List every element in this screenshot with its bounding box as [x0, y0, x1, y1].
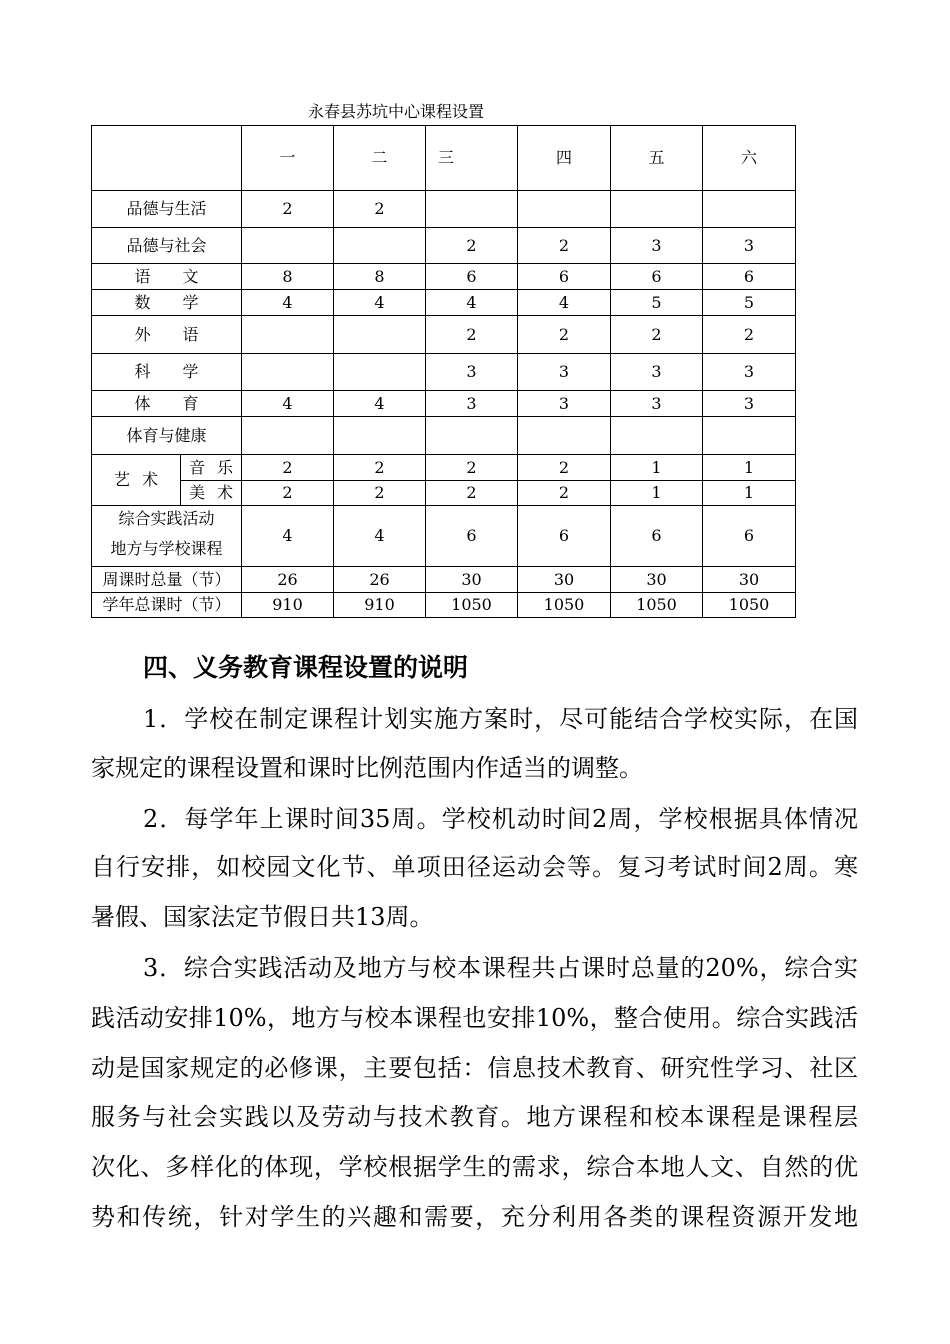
table-row-arts-music — [92, 455, 796, 481]
value-cell — [703, 417, 796, 455]
value-cell: 1 — [703, 455, 796, 481]
value-cell: 2 — [518, 228, 611, 264]
value-cell — [611, 417, 703, 455]
value-cell: 2 — [611, 316, 703, 354]
value-cell: 2 — [426, 455, 518, 481]
arts-sub-label: 音 乐 — [181, 455, 242, 481]
table-row-integrated — [92, 506, 796, 532]
value-cell — [242, 354, 334, 391]
value-cell: 3 — [703, 354, 796, 391]
value-cell: 3 — [611, 228, 703, 264]
table-row — [92, 228, 796, 264]
paragraph-line: 服务与社会实践以及劳动与技术教育。地方课程和校本课程是课程层 — [91, 1103, 858, 1131]
header-row — [92, 126, 796, 191]
value-cell: 4 — [242, 391, 334, 417]
table-row-arts-fine-art — [92, 481, 796, 506]
value-cell: 5 — [611, 290, 703, 316]
subject-label: 品德与生活 — [92, 191, 242, 228]
value-cell: 1050 — [611, 593, 703, 618]
value-cell — [426, 417, 518, 455]
value-cell — [242, 228, 334, 264]
grade-header: 五 — [611, 126, 703, 191]
subject-label: 科 学 — [92, 354, 242, 391]
value-cell: 2 — [426, 316, 518, 354]
value-cell: 2 — [242, 191, 334, 228]
grade-header: 三 — [426, 126, 518, 191]
value-cell: 6 — [703, 506, 796, 567]
value-cell: 4 — [242, 506, 334, 567]
value-cell: 6 — [518, 264, 611, 290]
value-cell: 2 — [242, 481, 334, 506]
value-cell: 3 — [518, 391, 611, 417]
value-cell — [334, 228, 426, 264]
value-cell: 30 — [703, 567, 796, 593]
value-cell: 26 — [242, 567, 334, 593]
value-cell: 26 — [334, 567, 426, 593]
value-cell: 2 — [334, 191, 426, 228]
integrated-label: 综合实践活动 — [92, 506, 242, 532]
section-heading: 四、义务教育课程设置的说明 — [143, 653, 469, 682]
value-cell: 1 — [611, 481, 703, 506]
subject-label: 语 文 — [92, 264, 242, 290]
value-cell: 1050 — [518, 593, 611, 618]
value-cell: 4 — [334, 290, 426, 316]
table-row-yearly-total — [92, 593, 796, 618]
subject-label: 数 学 — [92, 290, 242, 316]
value-cell: 3 — [611, 391, 703, 417]
table-title: 永春县苏坑中心课程设置 — [308, 102, 485, 121]
grade-header: 四 — [518, 126, 611, 191]
table-row — [92, 354, 796, 391]
value-cell — [611, 191, 703, 228]
table-row — [92, 191, 796, 228]
value-cell: 3 — [611, 354, 703, 391]
paragraph-line: 次化、多样化的体现，学校根据学生的需求，综合本地人文、自然的优 — [91, 1153, 858, 1181]
value-cell: 30 — [611, 567, 703, 593]
value-cell: 1050 — [703, 593, 796, 618]
arts-label: 艺 术 — [92, 455, 181, 506]
value-cell: 910 — [334, 593, 426, 618]
value-cell: 3 — [426, 391, 518, 417]
arts-sub-label: 美 术 — [181, 481, 242, 506]
grade-header: 二 — [334, 126, 426, 191]
subject-label: 体 育 — [92, 391, 242, 417]
value-cell: 6 — [611, 264, 703, 290]
value-cell: 6 — [518, 506, 611, 567]
subject-label: 体育与健康 — [92, 417, 242, 455]
table-row — [92, 417, 796, 455]
paragraph-line: 2．每学年上课时间35周。学校机动时间2周，学校根据具体情况 — [143, 805, 858, 833]
paragraph-line: 自行安排，如校园文化节、单项田径运动会等。复习考试时间2周。寒 — [91, 853, 858, 881]
value-cell: 30 — [426, 567, 518, 593]
value-cell: 2 — [518, 455, 611, 481]
value-cell: 8 — [334, 264, 426, 290]
value-cell: 30 — [518, 567, 611, 593]
grade-header: 六 — [703, 126, 796, 191]
paragraph-line: 家规定的课程设置和课时比例范围内作适当的调整。 — [91, 754, 643, 782]
subject-label: 外 语 — [92, 316, 242, 354]
value-cell — [703, 191, 796, 228]
value-cell: 2 — [426, 481, 518, 506]
value-cell — [334, 316, 426, 354]
value-cell — [518, 191, 611, 228]
value-cell: 3 — [426, 354, 518, 391]
total-label: 周课时总量（节） — [92, 567, 242, 593]
value-cell — [334, 354, 426, 391]
value-cell: 2 — [703, 316, 796, 354]
paragraph-line: 3．综合实践活动及地方与校本课程共占课时总量的20%，综合实 — [143, 954, 858, 982]
value-cell: 6 — [703, 264, 796, 290]
value-cell — [426, 191, 518, 228]
value-cell: 2 — [518, 481, 611, 506]
value-cell: 4 — [518, 290, 611, 316]
value-cell — [518, 417, 611, 455]
paragraph-line: 暑假、国家法定节假日共13周。 — [91, 903, 434, 931]
value-cell: 5 — [703, 290, 796, 316]
grade-header: 一 — [242, 126, 334, 191]
value-cell: 4 — [242, 290, 334, 316]
corner-cell — [92, 126, 242, 191]
integrated-label: 地方与学校课程 — [92, 532, 242, 567]
value-cell — [242, 417, 334, 455]
table-row — [92, 316, 796, 354]
table-row — [92, 264, 796, 290]
table-row — [92, 391, 796, 417]
value-cell — [242, 316, 334, 354]
value-cell: 2 — [518, 316, 611, 354]
value-cell: 1050 — [426, 593, 518, 618]
value-cell: 6 — [426, 506, 518, 567]
subject-label: 品德与社会 — [92, 228, 242, 264]
value-cell: 8 — [242, 264, 334, 290]
value-cell: 4 — [334, 506, 426, 567]
value-cell — [334, 417, 426, 455]
paragraph-line: 践活动安排10%，地方与校本课程也安排10%，整合使用。综合实践活 — [91, 1004, 858, 1032]
paragraph-line: 势和传统，针对学生的兴趣和需要，充分利用各类的课程资源开发地 — [91, 1203, 858, 1231]
value-cell: 1 — [611, 455, 703, 481]
value-cell: 4 — [334, 391, 426, 417]
value-cell: 910 — [242, 593, 334, 618]
value-cell: 6 — [611, 506, 703, 567]
value-cell: 6 — [426, 264, 518, 290]
value-cell: 2 — [426, 228, 518, 264]
value-cell: 2 — [334, 455, 426, 481]
course-schedule-table — [91, 125, 796, 618]
value-cell: 2 — [334, 481, 426, 506]
table-row — [92, 290, 796, 316]
table-row-weekly-total — [92, 567, 796, 593]
value-cell: 1 — [703, 481, 796, 506]
value-cell: 3 — [703, 228, 796, 264]
value-cell: 3 — [703, 391, 796, 417]
value-cell: 3 — [518, 354, 611, 391]
total-label: 学年总课时（节） — [92, 593, 242, 618]
value-cell: 2 — [242, 455, 334, 481]
paragraph-line: 1．学校在制定课程计划实施方案时，尽可能结合学校实际，在国 — [143, 705, 858, 733]
value-cell: 4 — [426, 290, 518, 316]
paragraph-line: 动是国家规定的必修课，主要包括：信息技术教育、研究性学习、社区 — [91, 1054, 858, 1082]
